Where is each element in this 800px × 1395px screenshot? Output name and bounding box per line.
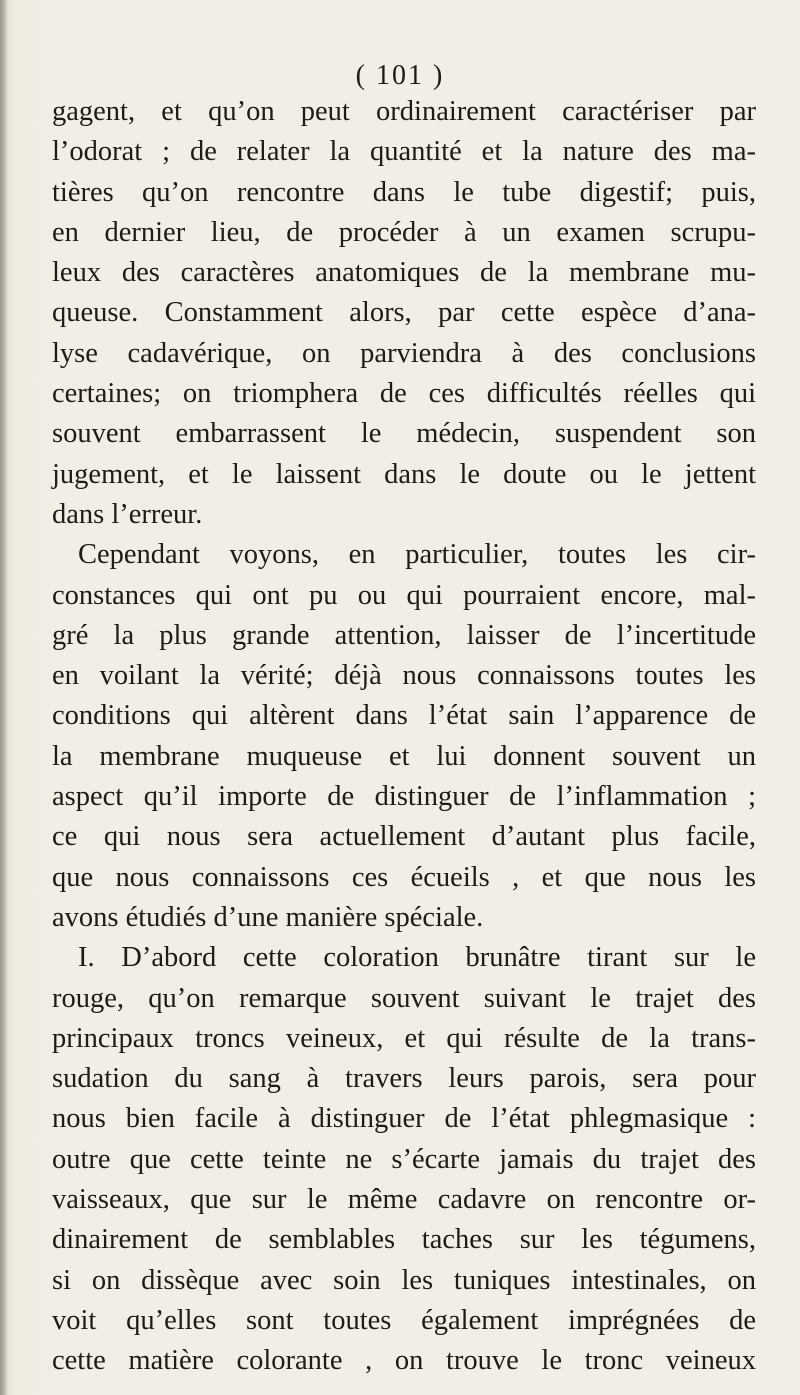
text-line: en voilant la vérité; déjà nous connaissons toutes les bbox=[52, 660, 756, 692]
text-line: leux des caractères anatomiques de la membrane mu- bbox=[52, 257, 756, 289]
text-line: en dernier lieu, de procéder à un examen scrupu- bbox=[52, 216, 756, 248]
text-line: Cependant voyons, en particulier, toutes les cir- bbox=[78, 539, 756, 571]
text-line: certaines; on triomphera de ces difficultés réelles qui bbox=[52, 378, 756, 410]
text-line: sudation du sang à travers leurs parois, sera pour bbox=[52, 1063, 756, 1095]
text-line: conditions qui altèrent dans l’état sain l’apparence de bbox=[52, 700, 756, 732]
text-line: l’odorat ; de relater la quantité et la nature des ma- bbox=[52, 136, 756, 168]
text-line: que nous connaissons ces écueils , et que nous les bbox=[52, 861, 756, 893]
text-line: voit qu’elles sont toutes également imprégnées de bbox=[52, 1304, 756, 1336]
text-line: rouge, qu’on remarque souvent suivant le trajet des bbox=[52, 982, 756, 1014]
text-line: ce qui nous sera actuellement d’autant plus facile, bbox=[52, 821, 756, 853]
text-line: constances qui ont pu ou qui pourraient encore, mal- bbox=[52, 579, 756, 611]
binding-gutter bbox=[0, 0, 8, 1395]
text-line: vaisseaux, que sur le même cadavre on rencontre or- bbox=[52, 1184, 756, 1216]
text-line: nous bien facile à distinguer de l’état phlegmasique : bbox=[52, 1103, 756, 1135]
text-line: dinairement de semblables taches sur les tégumens, bbox=[52, 1224, 756, 1256]
text-line: gagent, et qu’on peut ordinairement caractériser par bbox=[52, 96, 756, 127]
text-line: avons étudiés d’une manière spéciale. bbox=[52, 901, 484, 933]
text-line: principaux troncs veineux, et qui résulte de la trans- bbox=[52, 1022, 756, 1054]
text-line: la membrane muqueuse et lui donnent souvent un bbox=[52, 740, 756, 772]
text-line: dans l’erreur. bbox=[52, 498, 203, 530]
text-line: outre que cette teinte ne s’écarte jamais du trajet des bbox=[52, 1143, 756, 1175]
text-line: aspect qu’il importe de distinguer de l’inflammation ; bbox=[52, 781, 756, 813]
text-line: I. D’abord cette coloration brunâtre tirant sur le bbox=[78, 942, 756, 974]
text-line: jugement, et le laissent dans le doute ou le jettent bbox=[52, 458, 756, 490]
text-line: cette matière colorante , on trouve le tronc veineux bbox=[52, 1345, 756, 1377]
text-line: si on dissèque avec soin les tuniques intestinales, on bbox=[52, 1264, 756, 1296]
text-line: lyse cadavérique, on parviendra à des conclusions bbox=[52, 337, 756, 369]
text-line: queuse. Constamment alors, par cette espèce d’ana- bbox=[52, 297, 756, 329]
page-number: ( 101 ) bbox=[355, 60, 445, 91]
text-line: souvent embarrassent le médecin, suspendent son bbox=[52, 418, 756, 450]
text-line: tières qu’on rencontre dans le tube digestif; puis, bbox=[52, 176, 756, 208]
body-text bbox=[52, 92, 756, 1382]
text-line: gré la plus grande attention, laisser de l’incertitude bbox=[52, 619, 756, 651]
